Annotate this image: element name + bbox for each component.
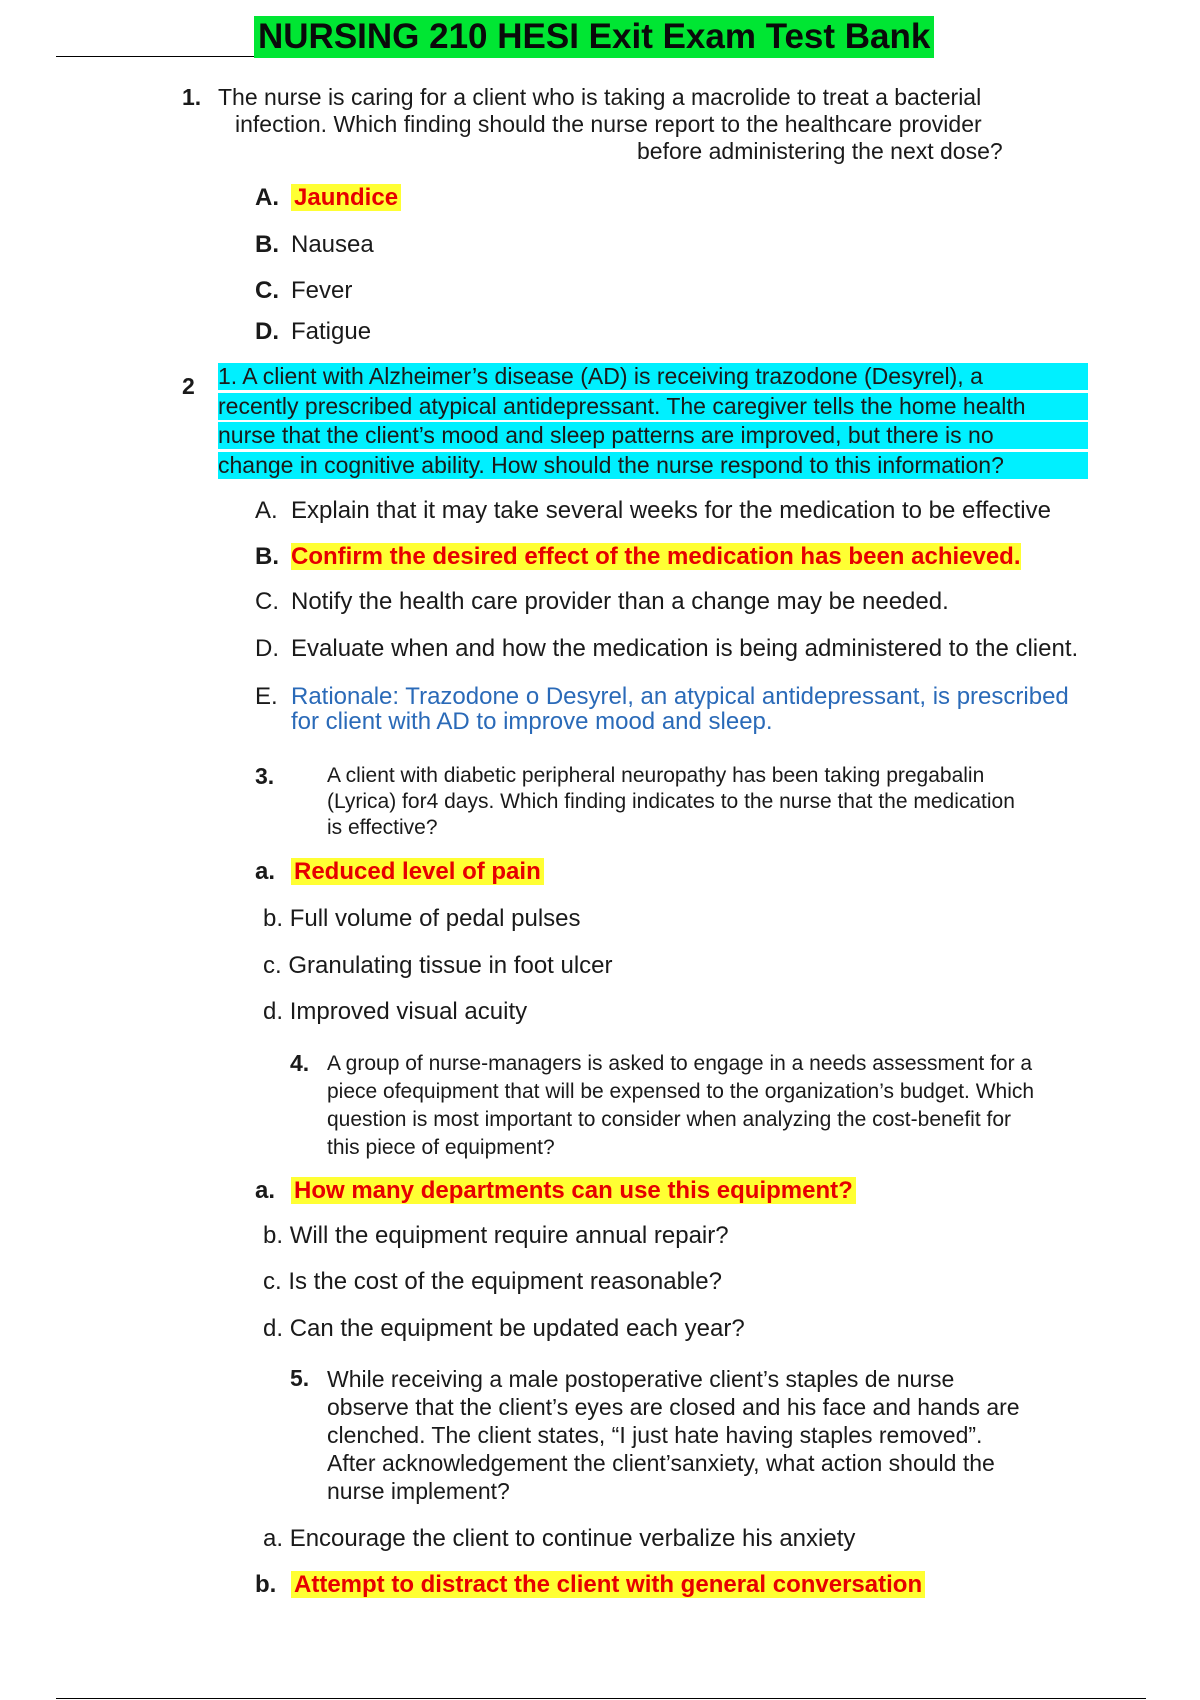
option-letter: E. — [255, 683, 278, 710]
option-letter: c. — [263, 952, 282, 979]
question-line: A client with diabetic peripheral neuropathy has been taking pregabalin — [327, 764, 985, 787]
answer-option[interactable] — [255, 587, 949, 617]
option-letter: c. — [263, 1268, 282, 1295]
answer-option[interactable] — [255, 183, 401, 213]
option-letter: C. — [255, 588, 279, 615]
answer-option[interactable] — [263, 1524, 855, 1554]
question-number: 1. — [182, 84, 202, 110]
correct-answer-text: Reduced level of pain — [291, 858, 544, 885]
question-line: is effective? — [327, 816, 438, 839]
question-3 — [327, 763, 1087, 841]
question-line: 1. A client with Alzheimer’s disease (AD) is receiving trazodone (Desyrel), a — [218, 363, 1088, 390]
option-letter: a. — [263, 1525, 284, 1552]
answer-option[interactable] — [255, 857, 544, 887]
question-number: 2 — [182, 373, 195, 399]
question-number: 4. — [290, 1050, 310, 1076]
question-line: While receiving a male postoperative client’s staples de nurse — [327, 1366, 955, 1392]
option-letter: b. — [263, 905, 284, 932]
question-line: clenched. The client states, “I just hate having staples removed”. — [327, 1422, 983, 1448]
answer-option[interactable] — [255, 634, 1078, 664]
question-line: nurse implement? — [327, 1478, 510, 1504]
question-line: piece ofequipment that will be expensed to the organization’s budget. Which — [327, 1080, 1035, 1103]
option-letter: B. — [255, 231, 279, 258]
answer-option[interactable] — [255, 1570, 925, 1600]
option-text: Notify the health care provider than a change may be needed. — [291, 588, 949, 615]
option-letter: d. — [263, 998, 284, 1025]
option-letter: A. — [255, 497, 278, 524]
answer-option[interactable] — [263, 1221, 729, 1251]
question-line: The nurse is caring for a client who is taking a macrolide to treat a bacterial — [218, 84, 982, 110]
question-line: infection. Which finding should the nurse report to the healthcare provider — [235, 111, 982, 137]
answer-option[interactable] — [263, 1314, 745, 1344]
question-line: change in cognitive ability. How should the nurse respond to this information? — [218, 452, 1088, 479]
correct-answer-text: Attempt to distract the client with general conversation — [291, 1571, 925, 1598]
correct-answer-text: How many departments can use this equipment? — [291, 1177, 856, 1204]
question-4 — [327, 1050, 1117, 1162]
question-line: A group of nurse-managers is asked to engage in a needs assessment for a — [327, 1052, 1033, 1075]
option-letter: A. — [255, 184, 279, 211]
page-title: NURSING 210 HESI Exit Exam Test Bank — [254, 16, 934, 58]
option-letter: B. — [255, 543, 279, 570]
answer-option[interactable] — [255, 542, 1021, 572]
bottom-rule — [56, 1698, 1146, 1699]
option-letter: a. — [255, 858, 276, 885]
question-line: nurse that the client’s mood and sleep patterns are improved, but there is no — [218, 422, 1088, 449]
question-line: question is most important to consider when analyzing the cost-benefit for — [327, 1108, 1012, 1131]
option-text: Nausea — [291, 231, 374, 258]
option-text: Evaluate when and how the medication is being administered to the client. — [291, 635, 1079, 662]
option-text: Fever — [291, 277, 353, 304]
question-line: After acknowledgement the client’sanxiety, what action should the — [327, 1450, 995, 1476]
question-line: (Lyrica) for4 days. Which finding indicates to the nurse that the medication — [327, 790, 1015, 813]
answer-option[interactable] — [263, 951, 613, 981]
option-text: Is the cost of the equipment reasonable? — [288, 1268, 722, 1295]
option-text: Explain that it may take several weeks for the medication to be effective — [291, 497, 1051, 524]
option-text: Full volume of pedal pulses — [289, 905, 581, 932]
answer-option[interactable] — [255, 230, 374, 260]
option-letter: b. — [263, 1222, 284, 1249]
option-letter: a. — [255, 1177, 276, 1204]
question-line: observe that the client’s eyes are closed and his face and hands are — [327, 1394, 1020, 1420]
answer-option[interactable] — [263, 1267, 722, 1297]
question-line: this piece of equipment? — [327, 1136, 555, 1159]
option-text: Fatigue — [291, 318, 372, 345]
correct-answer-text: Confirm the desired effect of the medication has been achieved. — [291, 543, 1021, 570]
question-5 — [327, 1365, 1107, 1505]
question-number: 5. — [290, 1365, 310, 1391]
answer-option[interactable] — [255, 496, 1051, 526]
answer-option[interactable] — [255, 1176, 856, 1206]
question-line: recently prescribed atypical antidepressant. The caregiver tells the home health — [218, 393, 1088, 420]
option-text: Can the equipment be updated each year? — [289, 1315, 745, 1342]
answer-option[interactable] — [263, 904, 581, 934]
title-rule — [56, 56, 256, 57]
correct-answer-text: Jaundice — [291, 184, 401, 211]
answer-option[interactable] — [263, 997, 527, 1027]
answer-option[interactable] — [255, 276, 352, 306]
option-text: Improved visual acuity — [289, 998, 528, 1025]
question-line: before administering the next dose? — [637, 138, 1003, 164]
option-letter: b. — [255, 1571, 277, 1598]
option-letter: d. — [263, 1315, 284, 1342]
option-letter: C. — [255, 277, 279, 304]
option-letter: D. — [255, 318, 279, 345]
question-number: 3. — [255, 763, 275, 789]
rationale-text: E. Rationale: Trazodone o Desyrel, an atypical antidepressant, is prescribed for client with AD to improve mood and sleep. — [255, 683, 1069, 735]
option-text: Granulating tissue in foot ulcer — [288, 952, 613, 979]
option-text: Encourage the client to continue verbalize his anxiety — [289, 1525, 856, 1552]
answer-option[interactable] — [255, 317, 371, 347]
option-text: Will the equipment require annual repair? — [289, 1222, 729, 1249]
option-letter: D. — [255, 635, 279, 662]
